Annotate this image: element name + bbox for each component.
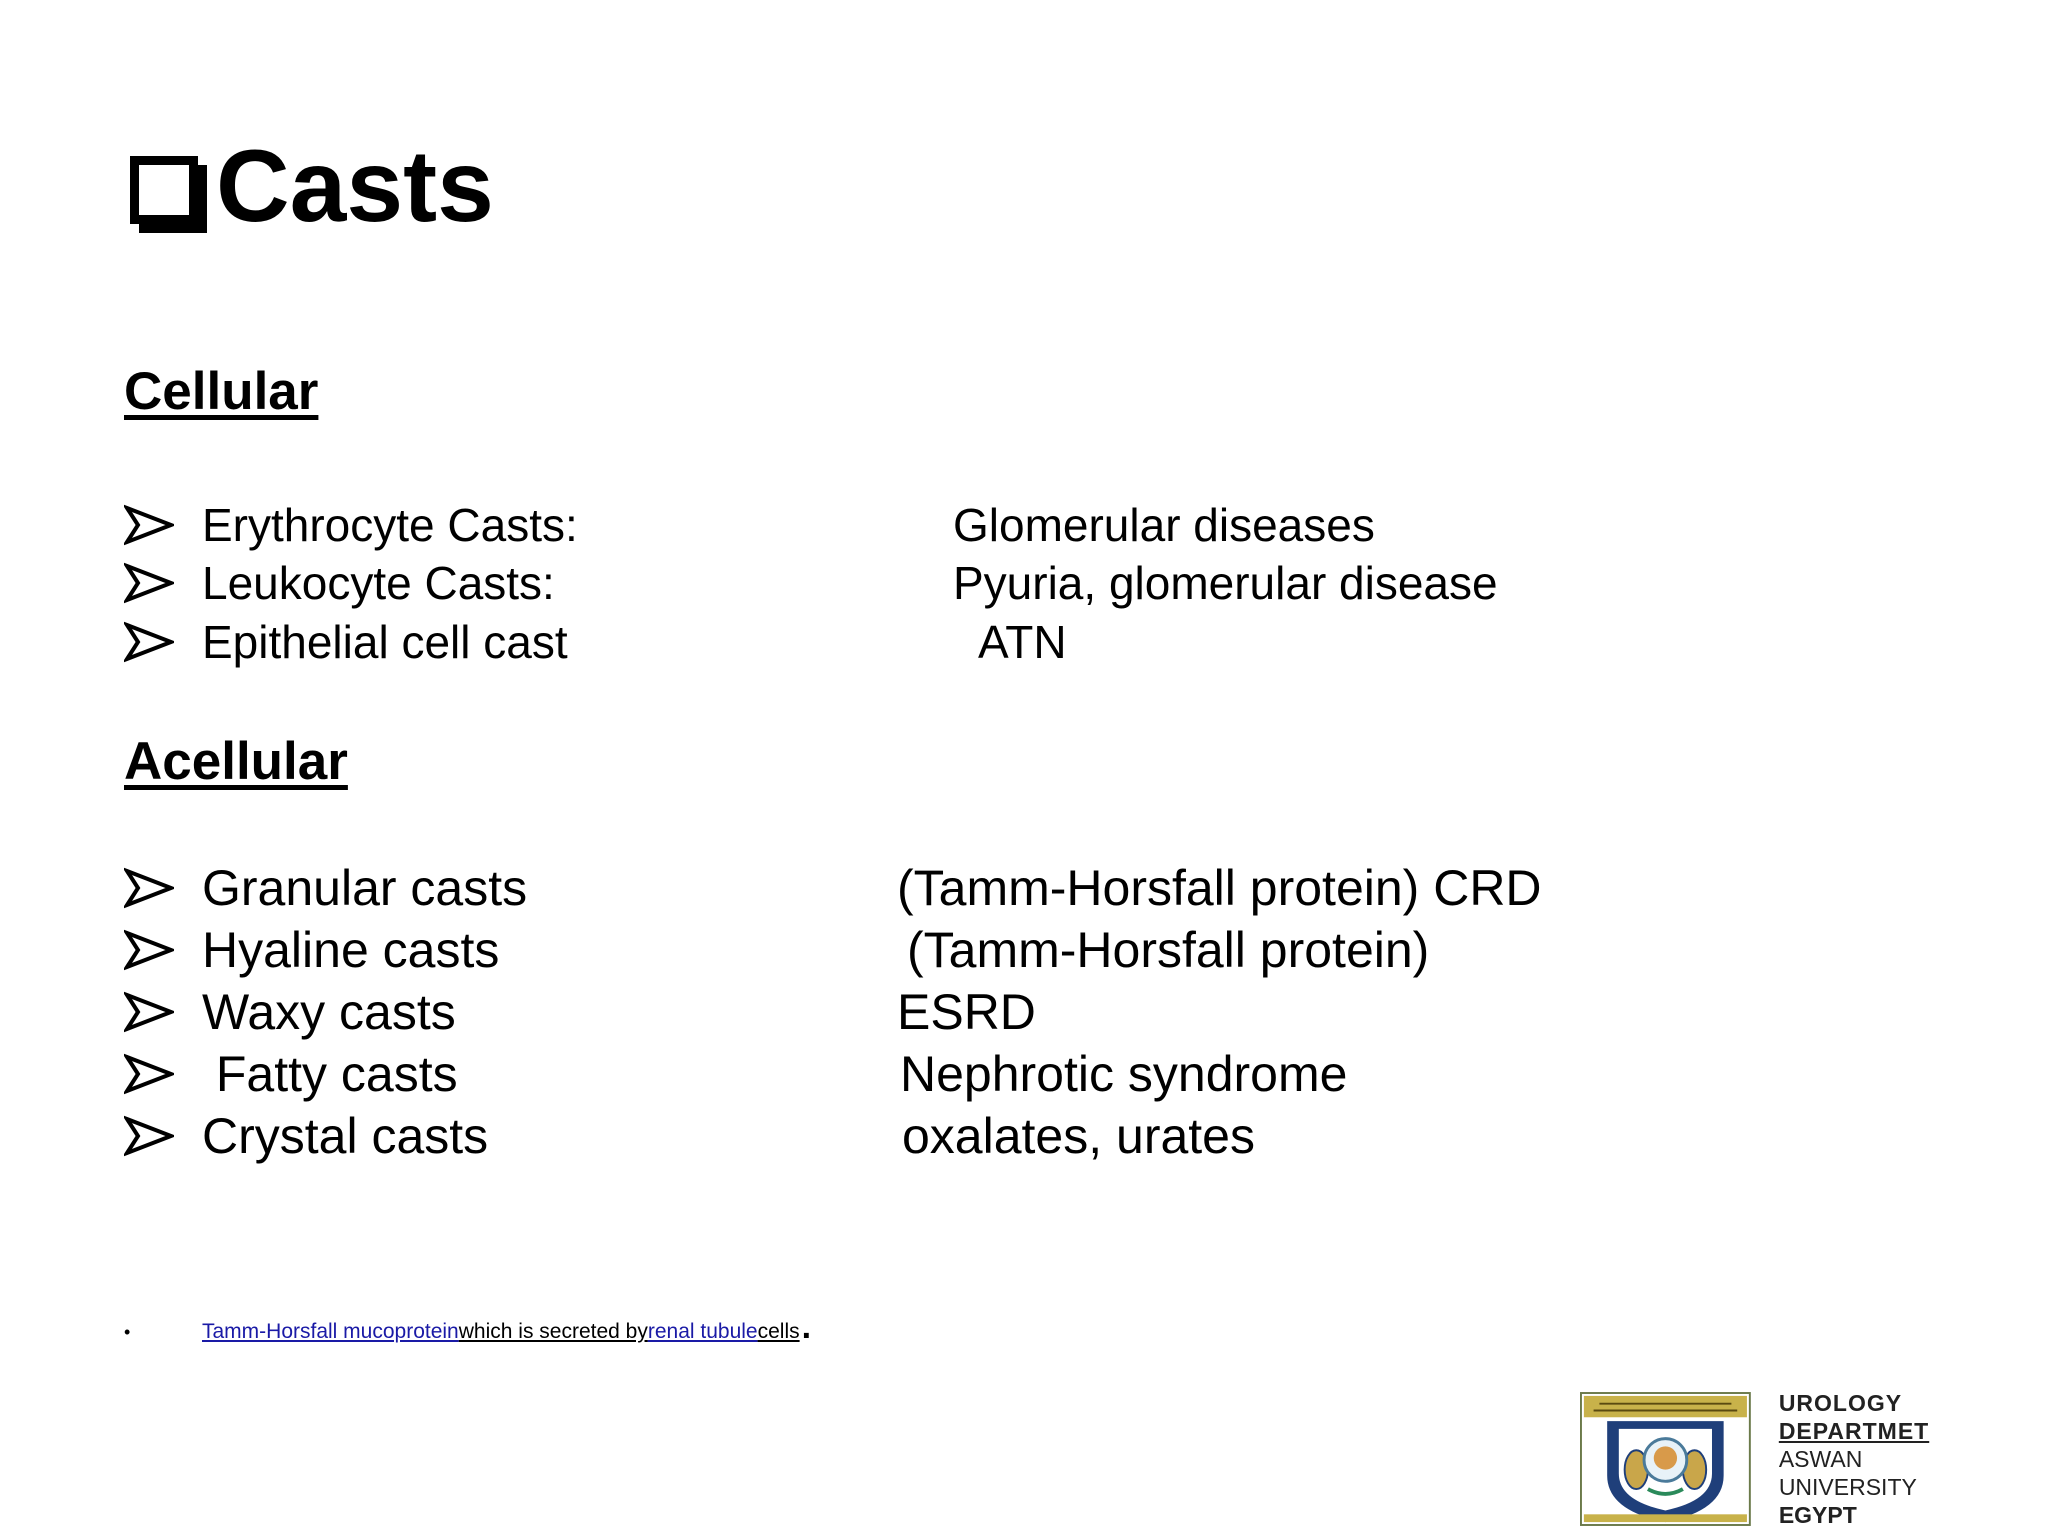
department-line-2: DEPARTMET xyxy=(1778,1418,1930,1444)
cast-term: Waxy casts xyxy=(202,984,456,1040)
university-line: ASWAN UNIVERSITY xyxy=(1778,1446,1917,1500)
cellular-heading: Cellular xyxy=(124,362,319,421)
department-caption xyxy=(1779,1389,2000,1529)
footnote-bullet: • xyxy=(124,1322,131,1342)
arrow-bullet-icon xyxy=(124,621,174,663)
renal-tubule-link[interactable]: renal tubule xyxy=(647,1320,758,1343)
cast-description: Glomerular diseases xyxy=(953,499,1375,551)
cast-term: Epithelial cell cast xyxy=(202,616,568,668)
aswan-university-emblem-icon xyxy=(1580,1390,1751,1528)
arrow-bullet-icon xyxy=(124,867,174,909)
department-line-1: UROLOGY xyxy=(1778,1390,1903,1416)
cast-term: Hyaline casts xyxy=(202,922,500,978)
cast-description: Nephrotic syndrome xyxy=(900,1046,1348,1102)
arrow-bullet-icon xyxy=(124,504,174,546)
footnote-text: which is secreted by xyxy=(458,1320,648,1343)
cast-description: ATN xyxy=(978,616,1067,668)
slide-title xyxy=(130,129,494,243)
list-item xyxy=(124,858,1824,918)
cast-term: Granular casts xyxy=(202,860,528,916)
cast-description: (Tamm-Horsfall protein) xyxy=(907,922,1430,978)
cast-term: Crystal casts xyxy=(202,1108,489,1164)
cast-description: (Tamm-Horsfall protein) CRD xyxy=(897,860,1542,916)
tamm-horsfall-link[interactable]: Tamm-Horsfall mucoprotein xyxy=(202,1320,459,1343)
footnote-period: . xyxy=(801,1308,812,1346)
slide-title-text: Casts xyxy=(216,129,494,243)
cast-term: Leukocyte Casts: xyxy=(202,557,555,609)
footnote-text-end: cells xyxy=(757,1320,800,1343)
cast-description: oxalates, urates xyxy=(902,1108,1255,1164)
arrow-bullet-icon xyxy=(124,991,174,1033)
arrow-bullet-icon xyxy=(124,1053,174,1095)
arrow-bullet-icon xyxy=(124,929,174,971)
list-item xyxy=(124,1106,1824,1166)
list-item xyxy=(124,553,1824,613)
acellular-heading: Acellular xyxy=(124,732,348,791)
arrow-bullet-icon xyxy=(124,562,174,604)
cast-term: Fatty casts xyxy=(202,1046,458,1102)
list-item xyxy=(124,495,1824,555)
checkbox-bullet-icon xyxy=(130,156,198,224)
country-line: EGYPT xyxy=(1778,1502,1857,1528)
cast-description: Pyuria, glomerular disease xyxy=(953,557,1498,609)
list-item xyxy=(124,982,1824,1042)
footnote xyxy=(124,1308,811,1347)
list-item xyxy=(124,1044,1824,1104)
cast-description: ESRD xyxy=(897,984,1036,1040)
cast-term: Erythrocyte Casts: xyxy=(202,499,578,551)
arrow-bullet-icon xyxy=(124,1115,174,1157)
university-logo xyxy=(1580,1390,2000,1528)
list-item xyxy=(124,920,1824,980)
list-item xyxy=(124,612,1824,672)
